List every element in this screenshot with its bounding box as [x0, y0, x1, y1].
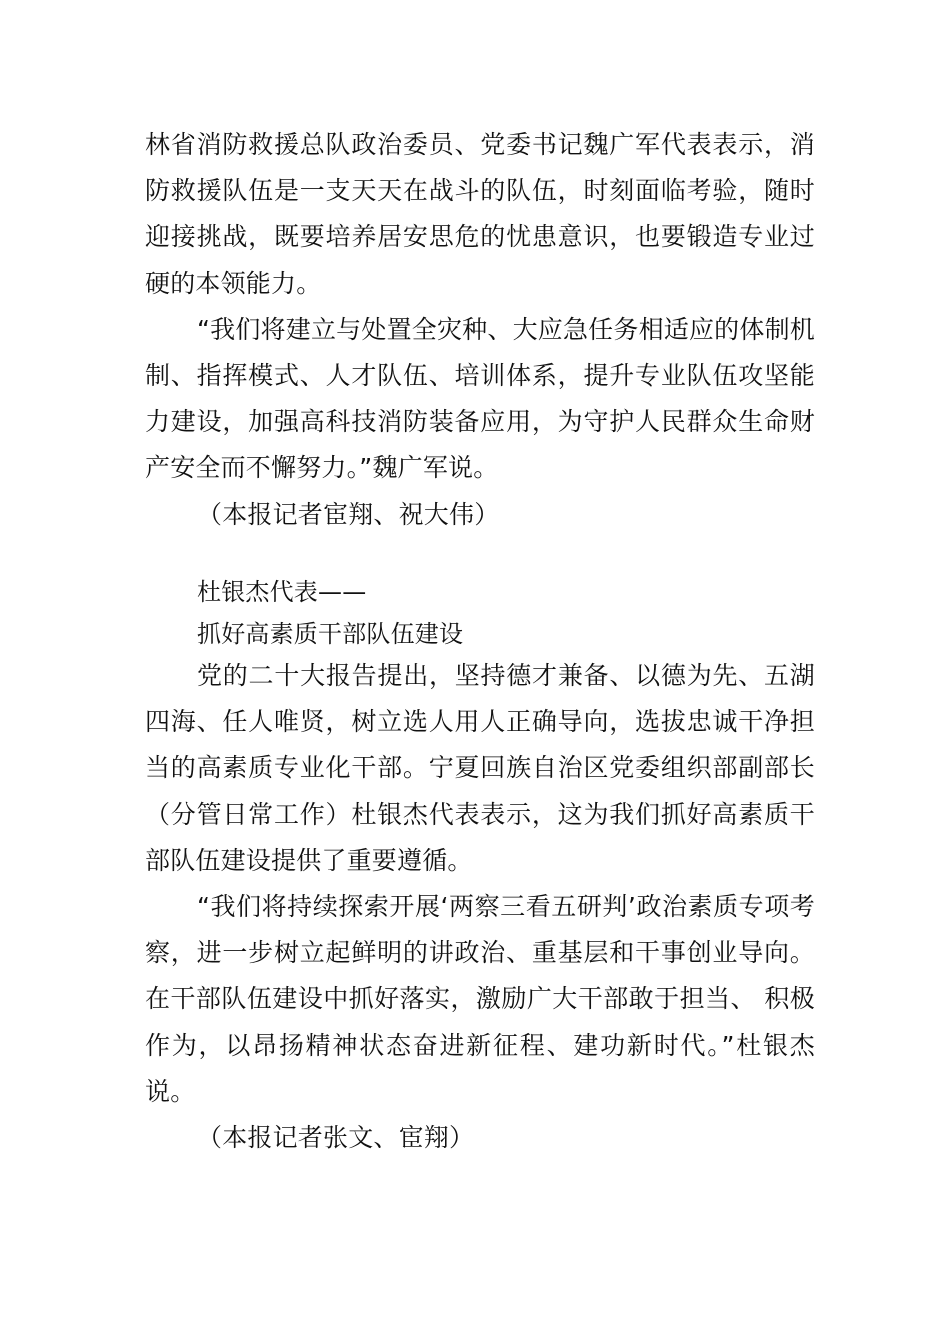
- article-section-2-body: [145, 653, 815, 1161]
- reporter-byline-2: （本报记者张文、宦翔）: [197, 1123, 475, 1153]
- paragraph-du-yinjie-quote: “我们将持续探索开展‘两察三看五研判’政治素质专项考察，进一步树立起鲜明的讲政治、重基层和干事创业导向。在干部队伍建设中抓好落实，激励广大干部敢于担当、 积极作为，以昂扬精神状态奋进新征程、建功新时代。”杜银杰说。: [145, 892, 815, 1106]
- article-section-2: [145, 571, 815, 655]
- reporter-byline-1: （本报记者宦翔、祝大伟）: [197, 499, 500, 529]
- section-heading-name: 杜银杰代表——: [197, 578, 367, 606]
- paragraph-wei-guangjun-quote: “我们将建立与处置全灾种、大应急任务相适应的体制机制、指挥模式、人才队伍、培训体系，提升专业队伍攻坚能力建设，加强高科技消防装备应用，为守护人民群众生命财产安全而不懈努力。”魏广军说。: [145, 314, 815, 483]
- article-section-1: [145, 122, 815, 538]
- paragraph-wei-guangjun-statement: 林省消防救援总队政治委员、党委书记魏广军代表表示，消防救援队伍是一支天天在战斗的队伍，时刻面临考验，随时迎接挑战，既要培养居安思危的忧患意识，也要锻造专业过硬的本领能力。: [145, 130, 815, 298]
- paragraph-du-yinjie-statement: 党的二十大报告提出，坚持德才兼备、以德为先、五湖四海、任人唯贤，树立选人用人正确导向，选拔忠诚干净担当的高素质专业化干部。宁夏回族自治区党委组织部副部长（分管日常工作）杜银杰代表表示，这为我们抓好高素质干部队伍建设提供了重要遵循。: [145, 661, 815, 875]
- section-heading-title: 抓好高素质干部队伍建设: [197, 620, 464, 648]
